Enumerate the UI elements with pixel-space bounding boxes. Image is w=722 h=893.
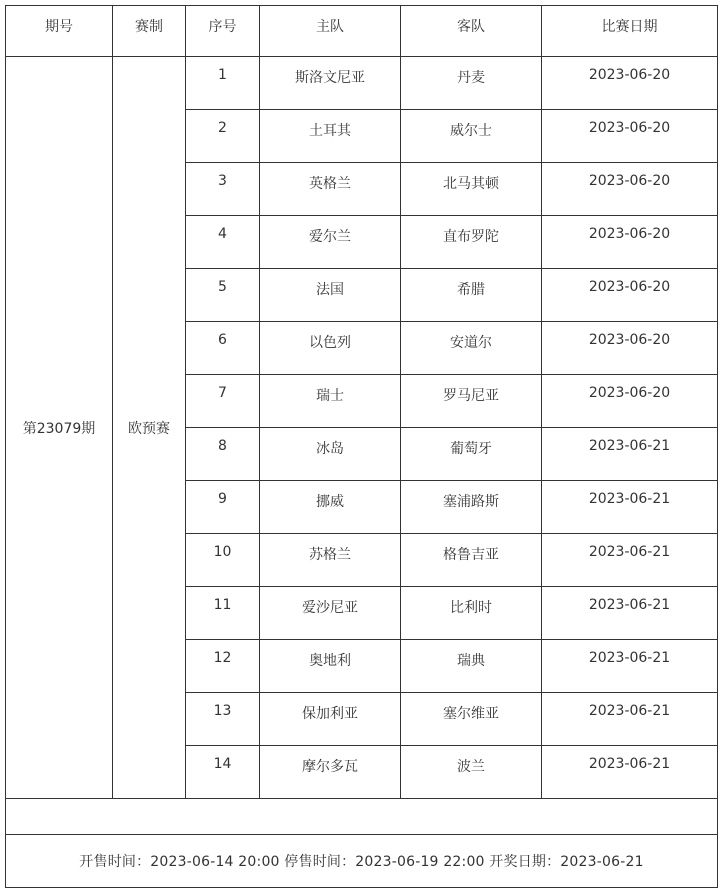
- spacer-row: [6, 799, 718, 835]
- match-date-cell: 2023-06-20: [542, 163, 718, 216]
- table-row: [6, 57, 718, 110]
- away-team-cell: 塞尔维亚: [401, 693, 542, 746]
- away-team-cell: 罗马尼亚: [401, 375, 542, 428]
- home-team-cell: 以色列: [260, 322, 401, 375]
- away-team-cell: 波兰: [401, 746, 542, 799]
- home-team-cell: 爱沙尼亚: [260, 587, 401, 640]
- index-cell: 2: [186, 110, 260, 163]
- index-cell: 7: [186, 375, 260, 428]
- away-team-cell: 丹麦: [401, 57, 542, 110]
- home-team-cell: 瑞士: [260, 375, 401, 428]
- header-home-team: 主队: [260, 6, 401, 57]
- index-cell: 12: [186, 640, 260, 693]
- away-team-cell: 直布罗陀: [401, 216, 542, 269]
- spacer-cell: [6, 799, 718, 835]
- home-team-cell: 摩尔多瓦: [260, 746, 401, 799]
- away-team-cell: 比利时: [401, 587, 542, 640]
- away-team-cell: 北马其顿: [401, 163, 542, 216]
- index-cell: 6: [186, 322, 260, 375]
- footer-row: [6, 835, 718, 888]
- match-date-cell: 2023-06-20: [542, 269, 718, 322]
- home-team-cell: 保加利亚: [260, 693, 401, 746]
- away-team-cell: 葡萄牙: [401, 428, 542, 481]
- home-team-cell: 苏格兰: [260, 534, 401, 587]
- home-team-cell: 斯洛文尼亚: [260, 57, 401, 110]
- match-date-cell: 2023-06-21: [542, 428, 718, 481]
- period-cell: 第23079期: [6, 57, 113, 799]
- home-team-cell: 土耳其: [260, 110, 401, 163]
- home-team-cell: 冰岛: [260, 428, 401, 481]
- away-team-cell: 希腊: [401, 269, 542, 322]
- header-away-team: 客队: [401, 6, 542, 57]
- index-cell: 5: [186, 269, 260, 322]
- header-format: 赛制: [113, 6, 186, 57]
- index-cell: 14: [186, 746, 260, 799]
- index-cell: 3: [186, 163, 260, 216]
- home-team-cell: 挪威: [260, 481, 401, 534]
- away-team-cell: 格鲁吉亚: [401, 534, 542, 587]
- match-date-cell: 2023-06-20: [542, 322, 718, 375]
- index-cell: 1: [186, 57, 260, 110]
- header-period: 期号: [6, 6, 113, 57]
- match-date-cell: 2023-06-21: [542, 693, 718, 746]
- away-team-cell: 塞浦路斯: [401, 481, 542, 534]
- match-date-cell: 2023-06-21: [542, 534, 718, 587]
- match-schedule-table: [5, 5, 718, 888]
- header-row: [6, 6, 718, 57]
- match-date-cell: 2023-06-20: [542, 57, 718, 110]
- index-cell: 8: [186, 428, 260, 481]
- match-date-cell: 2023-06-21: [542, 587, 718, 640]
- home-team-cell: 奥地利: [260, 640, 401, 693]
- match-date-cell: 2023-06-21: [542, 481, 718, 534]
- index-cell: 10: [186, 534, 260, 587]
- away-team-cell: 威尔士: [401, 110, 542, 163]
- index-cell: 11: [186, 587, 260, 640]
- match-date-cell: 2023-06-21: [542, 746, 718, 799]
- format-cell: 欧预赛: [113, 57, 186, 799]
- away-team-cell: 瑞典: [401, 640, 542, 693]
- match-date-cell: 2023-06-20: [542, 110, 718, 163]
- away-team-cell: 安道尔: [401, 322, 542, 375]
- index-cell: 9: [186, 481, 260, 534]
- match-date-cell: 2023-06-20: [542, 216, 718, 269]
- home-team-cell: 英格兰: [260, 163, 401, 216]
- match-date-cell: 2023-06-21: [542, 640, 718, 693]
- index-cell: 13: [186, 693, 260, 746]
- home-team-cell: 法国: [260, 269, 401, 322]
- index-cell: 4: [186, 216, 260, 269]
- home-team-cell: 爱尔兰: [260, 216, 401, 269]
- match-rows: [6, 57, 718, 799]
- sale-info: 开售时间：2023-06-14 20:00 停售时间：2023-06-19 22:00 开奖日期：2023-06-21: [6, 835, 718, 888]
- header-match-date: 比赛日期: [542, 6, 718, 57]
- match-date-cell: 2023-06-20: [542, 375, 718, 428]
- table-header: [6, 6, 718, 57]
- header-index: 序号: [186, 6, 260, 57]
- table-footer: [6, 799, 718, 888]
